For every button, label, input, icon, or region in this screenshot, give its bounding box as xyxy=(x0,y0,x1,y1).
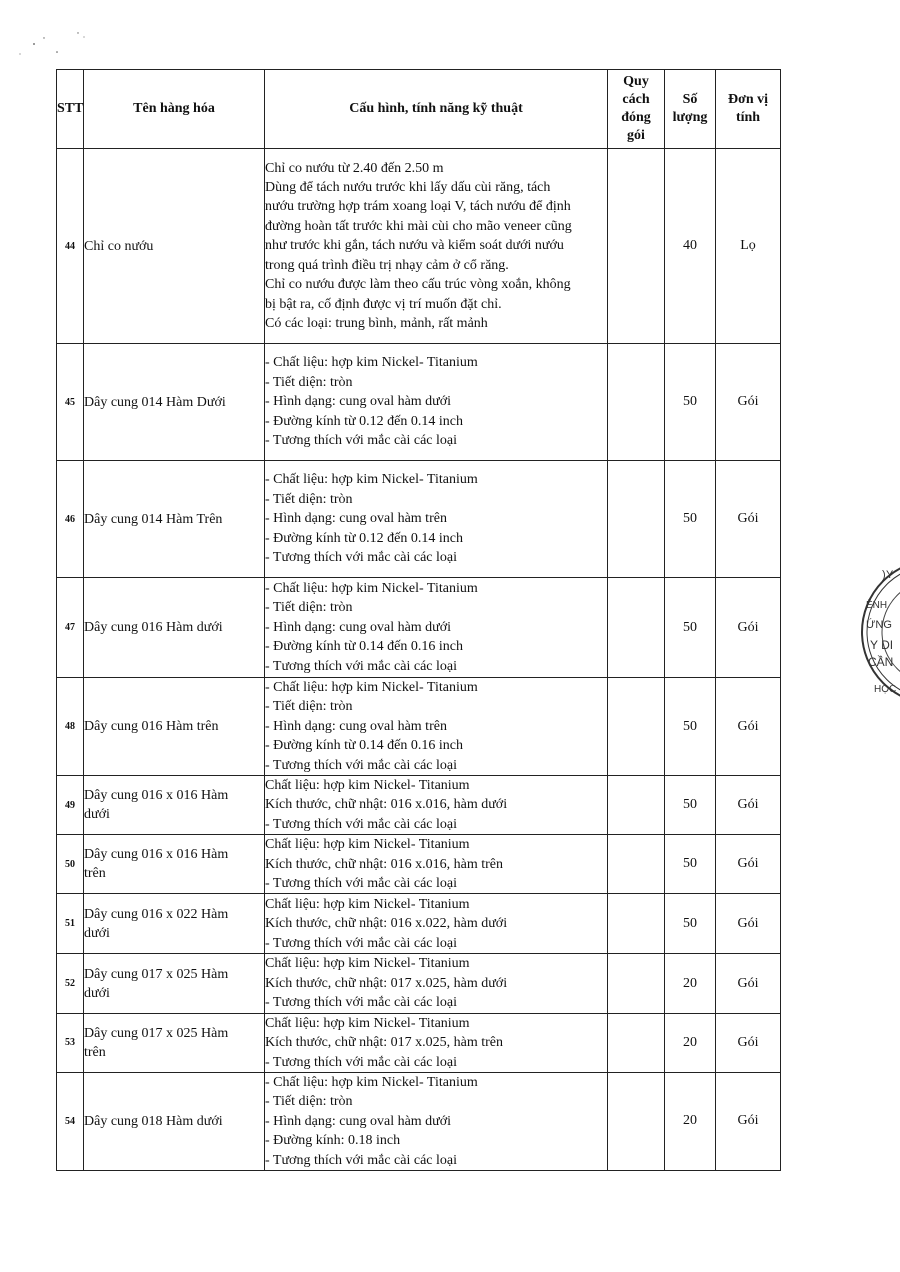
item-name-line: Chỉ co nướu xyxy=(84,238,154,254)
item-name-line: dưới xyxy=(84,985,110,1001)
table-header-row xyxy=(57,70,781,149)
item-name-line: Dây cung 017 x 025 Hàm xyxy=(84,966,229,982)
row-unit: Gói xyxy=(716,1072,781,1170)
item-name-line: trên xyxy=(84,866,106,882)
spec-line: - Tương thích với mắc cài các loại xyxy=(265,1054,458,1070)
row-specification xyxy=(265,149,608,344)
svg-text:ÊNH: ÊNH xyxy=(866,600,888,611)
row-specification xyxy=(265,1072,608,1170)
spec-line: Kích thước, chữ nhật: 016 x.016, hàm trên xyxy=(265,856,503,872)
item-name-line: Dây cung 016 x 016 Hàm xyxy=(84,847,229,863)
spec-line: - Chất liệu: hợp kim Nickel- Titanium xyxy=(265,472,478,488)
spec-line: Chỉ co nướu được làm theo cấu trúc vòng xoắn, không xyxy=(265,277,571,293)
item-name-line: dưới xyxy=(84,925,110,941)
spec-line: - Tiết diện: tròn xyxy=(265,374,353,390)
item-name-line: Dây cung 014 Hàm Trên xyxy=(84,511,223,527)
row-unit: Gói xyxy=(716,461,781,578)
row-packaging xyxy=(608,1072,665,1170)
spec-line: - Tương thích với mắc cài các loại xyxy=(265,816,458,832)
spec-line: đường hoàn tất trước khi mài cùi cho mão veneer cũng xyxy=(265,218,572,234)
row-quantity: 40 xyxy=(665,149,716,344)
row-specification xyxy=(265,954,608,1013)
row-item-name xyxy=(84,461,265,578)
svg-text:ỨNG: ỨNG xyxy=(866,619,892,631)
row-item-name xyxy=(84,1072,265,1170)
row-unit: Gói xyxy=(716,578,781,678)
row-specification xyxy=(265,578,608,678)
row-item-name xyxy=(84,776,265,835)
row-stt: 46 xyxy=(57,461,84,578)
spec-line: - Tiết diện: tròn xyxy=(265,1094,353,1110)
item-name-line: Dây cung 018 Hàm dưới xyxy=(84,1113,223,1129)
row-packaging xyxy=(608,954,665,1013)
row-quantity: 50 xyxy=(665,344,716,461)
row-quantity: 20 xyxy=(665,1072,716,1170)
row-packaging xyxy=(608,776,665,835)
header-qty-line: lượng xyxy=(672,110,708,125)
spec-line: Chất liệu: hợp kim Nickel- Titanium xyxy=(265,956,470,972)
row-item-name xyxy=(84,344,265,461)
spec-line: - Chất liệu: hợp kim Nickel- Titanium xyxy=(265,580,478,596)
table-row xyxy=(57,954,781,1013)
spec-line: Kích thước, chữ nhật: 017 x.025, hàm trên xyxy=(265,1035,503,1051)
row-unit: Gói xyxy=(716,954,781,1013)
spec-line: - Hình dạng: cung oval hàm dưới xyxy=(265,394,452,410)
row-quantity: 50 xyxy=(665,461,716,578)
row-item-name xyxy=(84,835,265,894)
row-specification xyxy=(265,344,608,461)
item-name-line: Dây cung 016 x 016 Hàm xyxy=(84,788,229,804)
spec-line: - Chất liệu: hợp kim Nickel- Titanium xyxy=(265,1074,478,1090)
spec-line: - Tiết diện: tròn xyxy=(265,491,353,507)
row-packaging xyxy=(608,344,665,461)
header-unit-line: Đơn vị xyxy=(727,92,769,107)
header-spec: Cấu hình, tính năng kỹ thuật xyxy=(265,70,608,149)
spec-line: - Tương thích với mắc cài các loại xyxy=(265,658,458,674)
table-row xyxy=(57,1013,781,1072)
row-packaging xyxy=(608,578,665,678)
row-stt: 45 xyxy=(57,344,84,461)
row-quantity: 50 xyxy=(665,835,716,894)
row-specification xyxy=(265,894,608,954)
row-quantity: 50 xyxy=(665,776,716,835)
table-row xyxy=(57,835,781,894)
row-quantity: 50 xyxy=(665,894,716,954)
goods-table xyxy=(56,69,781,1171)
svg-text:Y: Y xyxy=(886,569,894,581)
spec-line: - Hình dạng: cung oval hàm trên xyxy=(265,718,447,734)
row-stt: 54 xyxy=(57,1072,84,1170)
row-unit: Gói xyxy=(716,1013,781,1072)
table-row xyxy=(57,344,781,461)
official-seal xyxy=(856,556,900,708)
row-unit: Gói xyxy=(716,894,781,954)
table-row xyxy=(57,678,781,776)
row-specification xyxy=(265,776,608,835)
row-packaging xyxy=(608,1013,665,1072)
header-pack-line: Quy xyxy=(623,74,649,89)
spec-line: - Tương thích với mắc cài các loại xyxy=(265,935,458,951)
spec-line: - Hình dạng: cung oval hàm trên xyxy=(265,511,447,527)
header-pack-line: gói xyxy=(627,128,645,143)
spec-line: - Hình dạng: cung oval hàm dưới xyxy=(265,1113,452,1129)
header-pack-line: đóng xyxy=(621,110,651,125)
spec-line: - Tương thích với mắc cài các loại xyxy=(265,433,458,449)
row-item-name xyxy=(84,678,265,776)
row-specification xyxy=(265,835,608,894)
spec-line: Kích thước, chữ nhật: 016 x.022, hàm dưới xyxy=(265,916,508,932)
header-pack xyxy=(608,70,665,149)
spec-line: Chất liệu: hợp kim Nickel- Titanium xyxy=(265,896,470,912)
svg-text:HỌC: HỌC xyxy=(874,684,897,695)
spec-line: - Tiết diện: tròn xyxy=(265,699,353,715)
row-item-name xyxy=(84,578,265,678)
item-name-line: Dây cung 017 x 025 Hàm xyxy=(84,1025,229,1041)
svg-text:CẦN: CẦN xyxy=(868,655,894,669)
row-item-name xyxy=(84,954,265,1013)
row-specification xyxy=(265,678,608,776)
table-row xyxy=(57,461,781,578)
spec-line: nướu trường hợp trám xoang loại V, tách nướu để định xyxy=(265,199,571,215)
header-stt: STT xyxy=(57,70,84,149)
header-pack-line: cách xyxy=(622,92,650,107)
row-quantity: 20 xyxy=(665,954,716,1013)
svg-text:Y DI: Y DI xyxy=(870,638,894,652)
row-item-name xyxy=(84,1013,265,1072)
spec-line: - Đường kính từ 0.12 đến 0.14 inch xyxy=(265,413,463,429)
spec-line: - Đường kính từ 0.14 đến 0.16 inch xyxy=(265,738,463,754)
item-name-line: dưới xyxy=(84,807,110,823)
svg-text:): ) xyxy=(882,569,886,581)
spec-line: Kích thước, chữ nhật: 016 x.016, hàm dưới xyxy=(265,797,508,813)
spec-line: - Đường kính từ 0.14 đến 0.16 inch xyxy=(265,639,463,655)
spec-line: - Tương thích với mắc cài các loại xyxy=(265,550,458,566)
item-name-line: Dây cung 016 Hàm trên xyxy=(84,719,219,735)
spec-line: - Tương thích với mắc cài các loại xyxy=(265,876,458,892)
row-unit: Gói xyxy=(716,835,781,894)
row-packaging xyxy=(608,149,665,344)
row-stt: 47 xyxy=(57,578,84,678)
row-stt: 50 xyxy=(57,835,84,894)
spec-line: - Tiết diện: tròn xyxy=(265,600,353,616)
row-stt: 51 xyxy=(57,894,84,954)
seal-graphic xyxy=(856,556,900,708)
row-stt: 52 xyxy=(57,954,84,1013)
row-packaging xyxy=(608,894,665,954)
table-row xyxy=(57,149,781,344)
table-body xyxy=(57,149,781,1171)
row-quantity: 50 xyxy=(665,678,716,776)
row-unit: Gói xyxy=(716,344,781,461)
row-packaging xyxy=(608,835,665,894)
row-unit: Lọ xyxy=(716,149,781,344)
table-row xyxy=(57,776,781,835)
item-name-line: Dây cung 014 Hàm Dưới xyxy=(84,394,226,410)
row-specification xyxy=(265,1013,608,1072)
spec-line: Kích thước, chữ nhật: 017 x.025, hàm dưới xyxy=(265,975,508,991)
row-stt: 48 xyxy=(57,678,84,776)
table-row xyxy=(57,578,781,678)
spec-line: - Đường kính: 0.18 inch xyxy=(265,1133,401,1149)
table-row xyxy=(57,894,781,954)
item-name-line: Dây cung 016 Hàm dưới xyxy=(84,620,223,635)
row-quantity: 20 xyxy=(665,1013,716,1072)
spec-line: trong quá trình điều trị nhạy cảm ở cổ răng. xyxy=(265,257,509,273)
spec-line: bị bật ra, cố định được vị trí muốn đặt chỉ. xyxy=(265,296,502,312)
spec-line: - Tương thích với mắc cài các loại xyxy=(265,995,458,1011)
header-qty-line: Số xyxy=(682,92,698,107)
spec-line: - Hình dạng: cung oval hàm dưới xyxy=(265,619,452,635)
spec-line: Dùng để tách nướu trước khi lấy dấu cùi răng, tách xyxy=(265,180,551,196)
spec-line: Chất liệu: hợp kim Nickel- Titanium xyxy=(265,837,470,853)
row-packaging xyxy=(608,678,665,776)
row-stt: 49 xyxy=(57,776,84,835)
header-unit xyxy=(716,70,781,149)
spec-line: Có các loại: trung bình, mảnh, rất mảnh xyxy=(265,315,488,331)
row-item-name xyxy=(84,149,265,344)
header-qty xyxy=(665,70,716,149)
row-packaging xyxy=(608,461,665,578)
row-quantity: 50 xyxy=(665,578,716,678)
row-stt: 53 xyxy=(57,1013,84,1072)
item-name-line: Dây cung 016 x 022 Hàm xyxy=(84,906,229,922)
row-specification xyxy=(265,461,608,578)
spec-line: - Chất liệu: hợp kim Nickel- Titanium xyxy=(265,680,478,695)
row-item-name xyxy=(84,894,265,954)
row-unit: Gói xyxy=(716,678,781,776)
spec-line: Chất liệu: hợp kim Nickel- Titanium xyxy=(265,1015,470,1031)
header-unit-line: tính xyxy=(735,110,761,125)
spec-line: Chất liệu: hợp kim Nickel- Titanium xyxy=(265,778,470,794)
spec-line: Chỉ co nướu từ 2.40 đến 2.50 m xyxy=(265,160,444,176)
scan-speckles xyxy=(0,0,120,60)
row-unit: Gói xyxy=(716,776,781,835)
row-stt: 44 xyxy=(57,149,84,344)
header-name: Tên hàng hóa xyxy=(84,70,265,149)
table-row xyxy=(57,1072,781,1170)
item-name-line: trên xyxy=(84,1044,106,1060)
spec-line: - Tương thích với mắc cài các loại xyxy=(265,757,458,773)
spec-line: - Chất liệu: hợp kim Nickel- Titanium xyxy=(265,355,478,371)
spec-line: - Đường kính từ 0.12 đến 0.14 inch xyxy=(265,530,463,546)
spec-line: như trước khi gắn, tách nướu và kiểm soát dưới nướu xyxy=(265,238,564,254)
spec-line: - Tương thích với mắc cài các loại xyxy=(265,1152,458,1168)
